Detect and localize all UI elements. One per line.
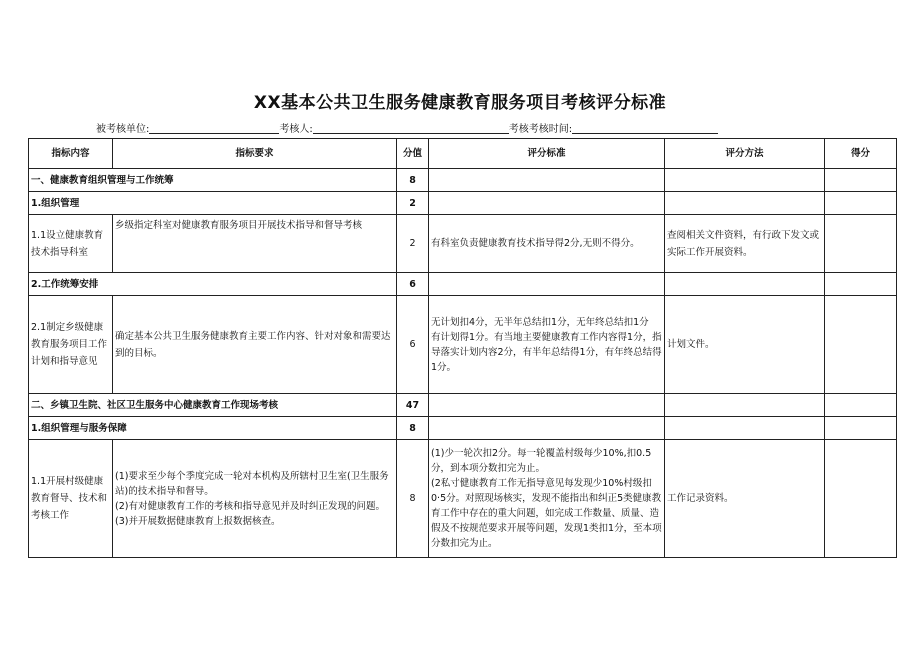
section-row [29,394,897,417]
header-cell: 评分方法 [665,139,825,169]
table-row [29,215,897,273]
item-score: 2 [397,215,429,273]
section-score: 47 [397,394,429,417]
header-cell: 评分标准 [429,139,665,169]
subsection-title: 1.组织管理与服务保障 [29,417,397,440]
header-cell: 指标内容 [29,139,113,169]
header-row [29,139,897,169]
table-row [29,296,897,394]
item-content: 2.1制定乡级健康教育服务项目工作计划和指导意见 [29,296,113,394]
table-row [29,440,897,558]
item-score: 6 [397,296,429,394]
standard-line: (2私寸健康教育工作无指导意见每发现少10%村级扣0·5分。对照现场核实，发现不能指出和纠正5类健康教育工作中存在的重大问题，如完成工作数量、质量、造假及不按规范要求开展等问题，发现1类扣1分，至本项分数扣完为止。 [431,478,662,549]
section-score: 8 [397,169,429,192]
subsection-score: 8 [397,417,429,440]
header-cell: 分值 [397,139,429,169]
section-row [29,169,897,192]
subsection-row [29,417,897,440]
time-blank[interactable] [572,123,718,134]
standard-line: (1)少一轮次扣2分。每一轮覆盖村级每少10%,扣0.5分，到本项分数扣完为止。 [431,448,652,474]
item-requirement [113,440,397,558]
subsection-row [29,273,897,296]
item-method: 查阅相关文件资料，有行政下发文或实际工作开展资料。 [665,215,825,273]
section-title: 一、健康教育组织管理与工作统筹 [29,169,397,192]
item-result[interactable] [825,296,897,394]
item-method: 工作记录资料。 [665,440,825,558]
item-score: 8 [397,440,429,558]
item-result[interactable] [825,440,897,558]
subsection-row [29,192,897,215]
time-label: 考核考核时间: [508,124,573,135]
section-title: 二、乡镇卫生院、社区卫生服务中心健康教育工作现场考核 [29,394,397,417]
requirement-line: (1)要求至少每个季度完成一轮对本机构及所辖村卫生室(卫生服务站)的技术指导和督导。 [115,470,389,497]
unit-blank[interactable] [149,123,279,134]
item-content: 1.1设立健康教育技术指导科室 [29,215,113,273]
item-standard: 无计划扣4分，无半年总结扣1分，无年终总结扣1分 有计划得1分。有当地主要健康教育工作内容得1分，指导落实计划内容2分，有半年总结得1分，有年终总结得1分。 [429,296,665,394]
item-result[interactable] [825,215,897,273]
item-standard: 有科室负责健康教育技术指导得2分,无则不得分。 [429,215,665,273]
subsection-title: 2.工作统筹安排 [29,273,397,296]
header-cell: 指标要求 [113,139,397,169]
unit-label: 被考核单位: [96,124,150,135]
subsection-score: 6 [397,273,429,296]
page-title: XX基本公共卫生服务健康教育服务项目考核评分标准 [253,93,667,113]
assessor-label: 考核人: [279,124,313,135]
requirement-line: (2)有对健康教育工作的考核和指导意见并及时纠正发现的问题。 [115,500,385,512]
score-table [28,138,897,558]
subsection-score: 2 [397,192,429,215]
header-cell: 得分 [825,139,897,169]
assessor-blank[interactable] [313,123,509,134]
meta-line [96,120,718,135]
item-requirement: 确定基本公共卫生服务健康教育主要工作内容、针对对象和需要达到的目标。 [113,296,397,394]
item-content: 1.1开展村级健康教育督导、技术和考核工作 [29,440,113,558]
item-method: 计划文件。 [665,296,825,394]
subsection-title: 1.组织管理 [29,192,397,215]
requirement-line: (3)并开展数据健康教育上报数据核查。 [115,515,281,527]
item-requirement: 乡级指定科室对健康教育服务项目开展技术指导和督导考核 [113,215,397,273]
item-standard [429,440,665,558]
